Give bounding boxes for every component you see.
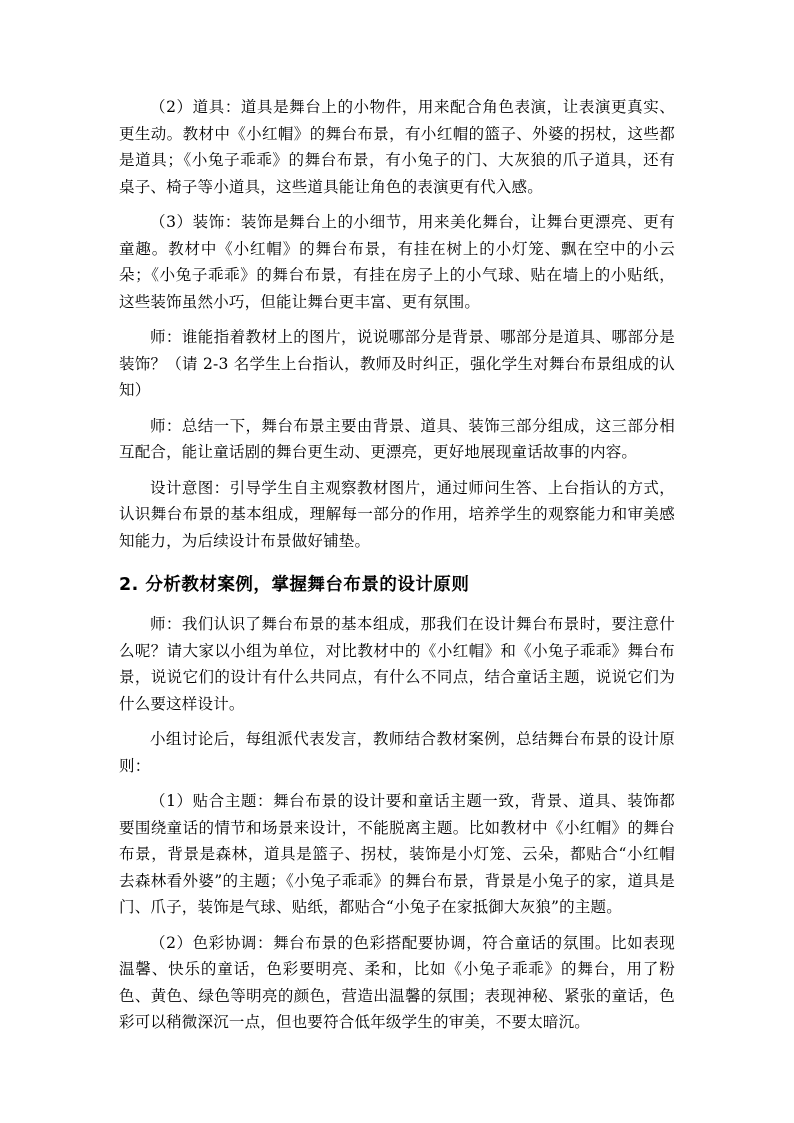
paragraph-group-discussion: 小组讨论后，每组派代表发言，教师结合教材案例，总结舞台布景的设计原则： (119, 730, 675, 775)
paragraph-design-intent: 设计意图：引导学生自主观察教材图片，通过师问生答、上台指认的方式，认识舞台布景的基本组成，理解每一部分的作用，培养学生的观察能力和审美感知能力，为后续设计布景做好铺垫。 (119, 478, 675, 550)
paragraph-principle-theme: （1）贴合主题：舞台布景的设计要和童话主题一致，背景、道具、装饰都要围绕童话的情节和场景来设计，不能脱离主题。比如教材中《小红帽》的舞台布景，背景是森林，道具是篮子、拐杖，装饰是小灯笼、云朵，都贴合“小红帽去森林看外婆”的主题；《小兔子乖乖》的舞台布景，背景是小兔子的家，道具是门、爪子，装饰是气球、贴纸，都贴合“小兔子在家抵御大灰狼”的主题。 (119, 792, 675, 916)
paragraph-teacher-prompt: 师：我们认识了舞台布景的基本组成，那我们在设计舞台布景时，要注意什么呢？请大家以小组为单位，对比教材中的《小红帽》和《小兔子乖乖》舞台布景，说说它们的设计有什么共同点，有什么不同点，结合童话主题，说说它们为什么要这样设计。 (119, 615, 675, 713)
paragraph-teacher-summary: 师：总结一下，舞台布景主要由背景、道具、装饰三部分组成，这三部分相互配合，能让童话剧的舞台更生动、更漂亮，更好地展现童话故事的内容。 (119, 416, 675, 461)
section-heading: 2. 分析教材案例，掌握舞台布景的设计原则 (119, 575, 470, 595)
paragraph-teacher-question: 师：谁能指着教材上的图片，说说哪部分是背景、哪部分是道具、哪部分是装饰？（请 2-3 名学生上台指认，教师及时纠正，强化学生对舞台布景组成的认知） (119, 328, 675, 399)
paragraph-principle-color: （2）色彩协调：舞台布景的色彩搭配要协调，符合童话的氛围。比如表现温馨、快乐的童话，色彩要明亮、柔和，比如《小兔子乖乖》的舞台，用了粉色、黄色、绿色等明亮的颜色，营造出温馨的氛围；表现神秘、紧张的童话，色彩可以稍微深沉一点，但也要符合低年级学生的审美，不要太暗沉。 (119, 933, 675, 1031)
paragraph-decoration: （3）装饰：装饰是舞台上的小细节，用来美化舞台，让舞台更漂亮、更有童趣。教材中《小红帽》的舞台布景，有挂在树上的小灯笼、飘在空中的小云朵；《小兔子乖乖》的舞台布景，有挂在房子上的小气球、贴在墙上的小贴纸，这些装饰虽然小巧，但能让舞台更丰富、更有氛围。 (119, 213, 675, 311)
document-body (119, 94, 675, 1036)
paragraph-props: （2）道具：道具是舞台上的小物件，用来配合角色表演，让表演更真实、更生动。教材中《小红帽》的舞台布景，有小红帽的篮子、外婆的拐杖，这些都是道具；《小兔子乖乖》的舞台布景，有小兔子的门、大灰狼的爪子道具，还有桌子、椅子等小道具，这些道具能让角色的表演更有代入感。 (119, 98, 675, 196)
